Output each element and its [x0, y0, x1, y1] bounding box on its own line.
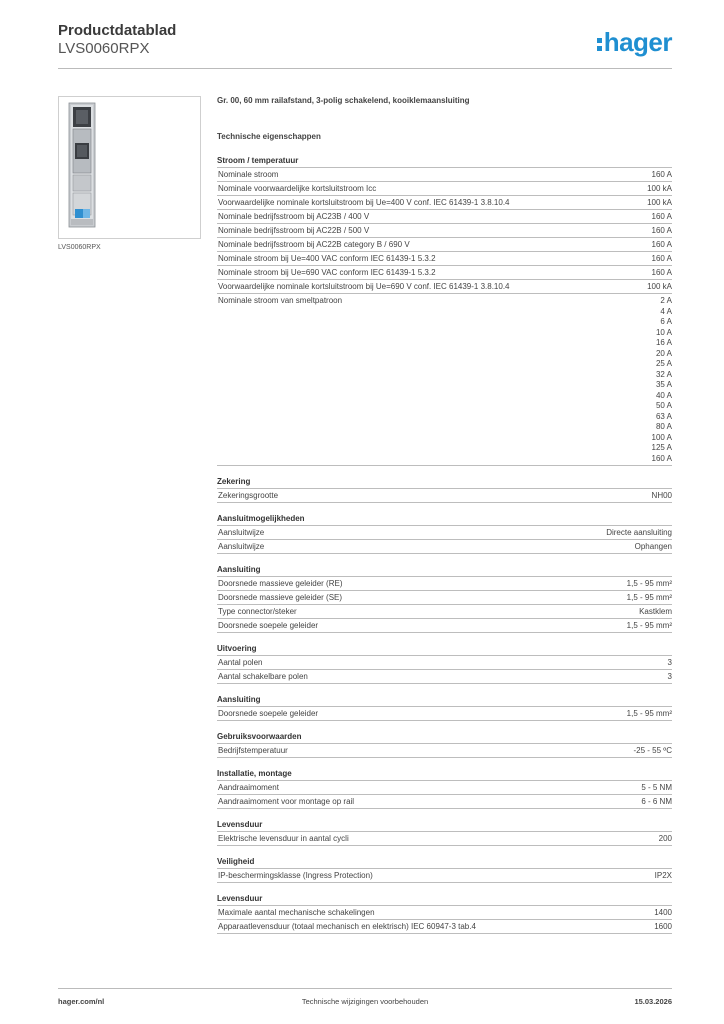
spec-row	[217, 280, 672, 294]
section-title: Veiligheid	[217, 857, 672, 869]
spec-label: Aansluitwijze	[218, 542, 265, 551]
spec-row	[217, 526, 672, 540]
spec-value: 160 A	[651, 254, 672, 263]
spec-label: Aansluitwijze	[218, 528, 265, 537]
spec-value: 100 kA	[647, 184, 672, 193]
page-title: Productdatablad	[58, 22, 177, 39]
spec-label: Doorsnede soepele geleider	[218, 621, 319, 630]
product-code: LVS0060RPX	[58, 40, 150, 57]
spec-label: IP-beschermingsklasse (Ingress Protection)	[218, 871, 373, 880]
footer-date: 15.03.2026	[634, 997, 672, 1006]
spec-label: Bedrijfstemperatuur	[218, 746, 288, 755]
spec-value-item: 16 A	[655, 338, 672, 347]
section-title: Aansluiting	[217, 695, 672, 707]
spec-sections	[217, 156, 672, 934]
spec-row	[217, 781, 672, 795]
spec-value-item: 6 A	[660, 317, 672, 326]
spec-row	[217, 196, 672, 210]
spec-section	[217, 695, 672, 721]
spec-label: Nominale stroom bij Ue=690 VAC conform IEC 61439-1 5.3.2	[218, 268, 436, 277]
spec-value: 3	[667, 672, 672, 681]
footer-disclaimer: Technische wijzigingen voorbehouden	[301, 997, 429, 1006]
logo-text: hager	[603, 27, 672, 57]
section-title: Installatie, montage	[217, 769, 672, 781]
spec-row	[217, 591, 672, 605]
spec-row	[217, 210, 672, 224]
spec-value	[644, 296, 672, 464]
spec-label: Nominale voorwaardelijke kortsluitstroom Icc	[218, 184, 377, 193]
product-description: Gr. 00, 60 mm railafstand, 3-polig schakelend, kooiklemaansluiting	[217, 96, 470, 105]
spec-section	[217, 156, 672, 466]
section-title: Zekering	[217, 477, 672, 489]
spec-row	[217, 168, 672, 182]
spec-value-item: 25 A	[655, 359, 672, 368]
spec-value: Directe aansluiting	[606, 528, 672, 537]
spec-label: Doorsnede massieve geleider (SE)	[218, 593, 343, 602]
spec-label: Type connector/steker	[218, 607, 297, 616]
spec-label: Maximale aantal mechanische schakelingen	[218, 908, 375, 917]
spec-row	[217, 489, 672, 503]
spec-row	[217, 577, 672, 591]
page-footer	[58, 997, 672, 1009]
spec-label: Aandraaimoment	[218, 783, 279, 792]
section-title: Uitvoering	[217, 644, 672, 656]
spec-row	[217, 540, 672, 554]
spec-label: Apparaatlevensduur (totaal mechanisch en elektrisch) IEC 60947-3 tab.4	[218, 922, 476, 931]
spec-value: 100 kA	[647, 198, 672, 207]
spec-label: Zekeringsgrootte	[218, 491, 279, 500]
spec-row	[217, 619, 672, 633]
spec-label: Nominale stroom	[218, 170, 279, 179]
spec-section	[217, 514, 672, 554]
spec-value: 6 - 6 NM	[641, 797, 672, 806]
spec-value: 160 A	[651, 240, 672, 249]
spec-value-item: 80 A	[655, 422, 672, 431]
spec-row	[217, 832, 672, 846]
spec-label: Nominale stroom van smeltpatroon	[218, 296, 343, 305]
spec-value: 200	[658, 834, 672, 843]
spec-row	[217, 744, 672, 758]
section-title: Gebruiksvoorwaarden	[217, 732, 672, 744]
spec-label: Nominale stroom bij Ue=400 VAC conform IEC 61439-1 5.3.2	[218, 254, 436, 263]
spec-value: IP2X	[654, 871, 672, 880]
fuse-switch-disconnector-icon	[59, 97, 200, 238]
spec-label: Aantal schakelbare polen	[218, 672, 308, 681]
spec-section	[217, 565, 672, 633]
spec-row	[217, 920, 672, 934]
spec-row	[217, 224, 672, 238]
section-title: Aansluiting	[217, 565, 672, 577]
footer-divider	[58, 988, 672, 989]
footer-website: hager.com/nl	[58, 997, 105, 1006]
spec-row	[217, 869, 672, 883]
brand-logo	[597, 28, 672, 56]
spec-row	[217, 906, 672, 920]
spec-row	[217, 294, 672, 466]
logo-dots-icon	[597, 38, 602, 51]
spec-value-item: 2 A	[660, 296, 672, 305]
spec-row	[217, 670, 672, 684]
header-divider	[58, 68, 672, 69]
spec-value-item: 4 A	[660, 306, 672, 316]
spec-row	[217, 252, 672, 266]
spec-value: 160 A	[651, 212, 672, 221]
spec-section	[217, 477, 672, 503]
spec-value: -25 - 55 ºC	[633, 746, 672, 755]
spec-label: Voorwaardelijke nominale kortsluitstroom bij Ue=690 V conf. IEC 61439-1 3.8.10.4	[218, 282, 510, 291]
spec-row	[217, 656, 672, 670]
spec-value: 1,5 - 95 mm²	[626, 579, 672, 588]
spec-row	[217, 795, 672, 809]
spec-value-item: 160 A	[651, 453, 672, 463]
spec-section	[217, 857, 672, 883]
spec-row	[217, 605, 672, 619]
spec-value: 3	[667, 658, 672, 667]
spec-value: 160 A	[651, 268, 672, 277]
spec-value: 160 A	[651, 170, 672, 179]
page-header	[58, 22, 672, 70]
spec-value-item: 100 A	[651, 432, 672, 442]
spec-row	[217, 266, 672, 280]
spec-label: Nominale bedrijfsstroom bij AC23B / 400 V	[218, 212, 370, 221]
spec-value: 5 - 5 NM	[641, 783, 672, 792]
spec-section	[217, 732, 672, 758]
spec-label: Nominale bedrijfsstroom bij AC22B category B / 690 V	[218, 240, 410, 249]
spec-label: Aantal polen	[218, 658, 263, 667]
section-title: Levensduur	[217, 820, 672, 832]
spec-value-item: 32 A	[655, 369, 672, 379]
spec-value: 1400	[654, 908, 672, 917]
properties-heading: Technische eigenschappen	[217, 132, 321, 141]
product-image-caption: LVS0060RPX	[58, 244, 101, 251]
spec-label: Voorwaardelijke nominale kortsluitstroom bij Ue=400 V conf. IEC 61439-1 3.8.10.4	[218, 198, 510, 207]
spec-row	[217, 238, 672, 252]
spec-section	[217, 894, 672, 934]
spec-value: Kastklem	[639, 607, 672, 616]
spec-value: 1,5 - 95 mm²	[626, 709, 672, 718]
spec-label: Aandraaimoment voor montage op rail	[218, 797, 355, 806]
spec-value: 1,5 - 95 mm²	[626, 621, 672, 630]
spec-value: 100 kA	[647, 282, 672, 291]
spec-value-item: 50 A	[655, 401, 672, 410]
spec-label: Nominale bedrijfsstroom bij AC22B / 500 V	[218, 226, 370, 235]
spec-value-item: 63 A	[655, 411, 672, 421]
spec-value-item: 10 A	[655, 327, 672, 337]
spec-value-item: 40 A	[655, 390, 672, 400]
spec-value: NH00	[651, 491, 672, 500]
section-title: Aansluitmogelijkheden	[217, 514, 672, 526]
spec-value-item: 20 A	[655, 348, 672, 358]
spec-row	[217, 707, 672, 721]
spec-section	[217, 769, 672, 809]
spec-value: 1600	[654, 922, 672, 931]
section-title: Levensduur	[217, 894, 672, 906]
spec-value: 1,5 - 95 mm²	[626, 593, 672, 602]
spec-section	[217, 644, 672, 684]
spec-value: 160 A	[651, 226, 672, 235]
spec-label: Doorsnede soepele geleider	[218, 709, 319, 718]
spec-content	[217, 96, 672, 934]
spec-value: Ophangen	[634, 542, 672, 551]
spec-value-item: 35 A	[655, 380, 672, 389]
section-title: Stroom / temperatuur	[217, 156, 672, 168]
product-image	[58, 96, 201, 239]
spec-value-item: 125 A	[651, 443, 672, 452]
spec-row	[217, 182, 672, 196]
spec-section	[217, 820, 672, 846]
spec-label: Elektrische levensduur in aantal cycli	[218, 834, 349, 843]
spec-label: Doorsnede massieve geleider (RE)	[218, 579, 343, 588]
